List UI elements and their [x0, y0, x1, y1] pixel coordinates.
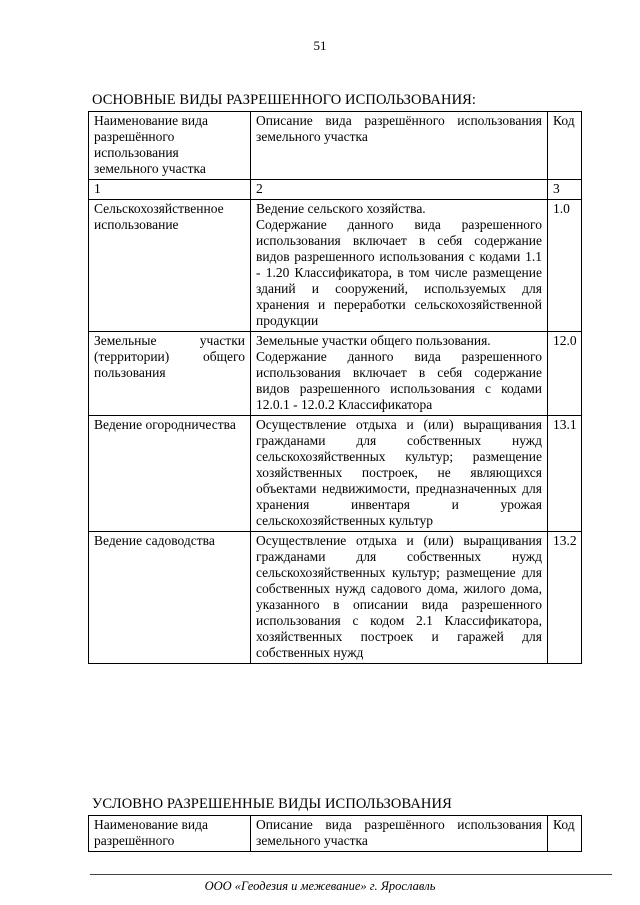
- table-row: [89, 332, 582, 416]
- use-code: 1.0: [548, 200, 582, 332]
- use-code: 13.2: [548, 532, 582, 664]
- use-code: 13.1: [548, 416, 582, 532]
- header-name: Наименование вида разрешённого: [89, 816, 251, 852]
- header-description: Описание вида разрешённого использования земельного участка: [251, 816, 548, 852]
- use-description: [251, 332, 548, 416]
- table-header-row: [89, 816, 582, 852]
- description-line: Ведение сельского хозяйства.: [256, 201, 426, 216]
- header-description: Описание вида разрешённого использования земельного участка: [251, 112, 548, 180]
- table-row: [89, 416, 582, 532]
- description-line: Земельные участки общего пользования.: [256, 333, 491, 348]
- use-name: Земельные участки (территории) общего пользования: [89, 332, 251, 416]
- table-row: [89, 532, 582, 664]
- description-line: Осуществление отдыха и (или) выращивания гражданами для собственных нужд сельскохозяйственных культур; размещение для собственных нужд садового дома, жилого дома, указанного в описании вида разрешенного использования с кодом 2.1 Классификатора, хозяйственных построек и гаражей для собственных нужд: [256, 533, 542, 660]
- use-name: Ведение садоводства: [89, 532, 251, 664]
- use-description: [251, 200, 548, 332]
- use-name: Ведение огородничества: [89, 416, 251, 532]
- conditional-uses-table: [88, 815, 582, 852]
- header-name: Наименование вида разрешённого использования земельного участка: [89, 112, 251, 180]
- use-description: [251, 416, 548, 532]
- use-code: 12.0: [548, 332, 582, 416]
- header-code: Код: [548, 112, 582, 180]
- use-name: Сельскохозяйственное использование: [89, 200, 251, 332]
- table-row: [89, 200, 582, 332]
- use-description: [251, 532, 548, 664]
- table-numbering-row: [89, 180, 582, 200]
- footer-divider: [90, 874, 612, 875]
- header-code: Код: [548, 816, 582, 852]
- numbering-cell: 3: [548, 180, 582, 200]
- page-footer: ООО «Геодезия и межевание» г. Ярославль: [204, 879, 436, 893]
- numbering-cell: 1: [89, 180, 251, 200]
- description-line: Содержание данного вида разрешенного использования включает в себя содержание видов разрешенного использования с кодами 12.0.1 - 12.0.2 Классификатора: [256, 349, 542, 412]
- description-line: Осуществление отдыха и (или) выращивания гражданами для собственных нужд сельскохозяйственных культур; размещение хозяйственных построек, не являющихся объектами недвижимости, предназначенных для хранения инвентаря и урожая сельскохозяйственных культур: [256, 417, 542, 528]
- table-header-row: [89, 112, 582, 180]
- numbering-cell: 2: [251, 180, 548, 200]
- page-number: 51: [313, 38, 327, 53]
- main-permitted-uses-table: [88, 111, 582, 664]
- conditional-section-title: УСЛОВНО РАЗРЕШЕННЫЕ ВИДЫ ИСПОЛЬЗОВАНИЯ: [92, 796, 452, 812]
- main-section-title: ОСНОВНЫЕ ВИДЫ РАЗРЕШЕННОГО ИСПОЛЬЗОВАНИЯ:: [92, 92, 477, 108]
- description-line: Содержание данного вида разрешенного использования включает в себя содержание видов разрешенного использования с кодами 1.1 - 1.20 Классификатора, в том числе размещение зданий и сооружений, используемых для хранения и переработки сельскохозяйственной продукции: [256, 217, 542, 328]
